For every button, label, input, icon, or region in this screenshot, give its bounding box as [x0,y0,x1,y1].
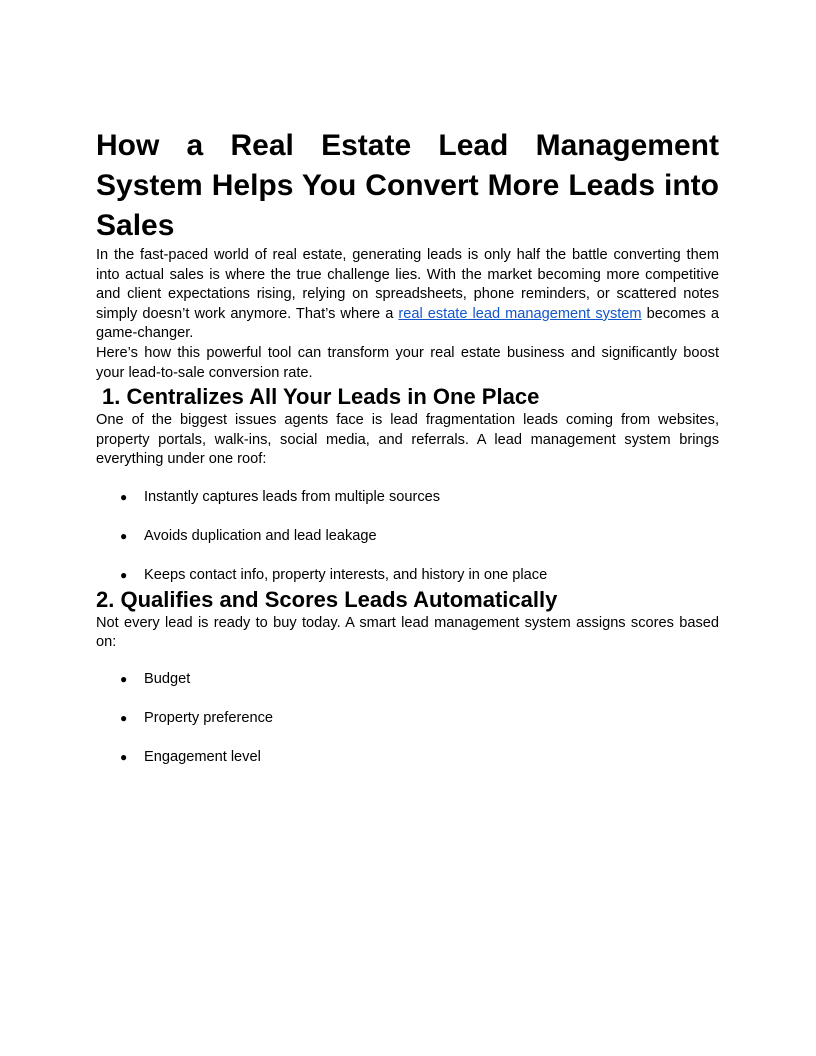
list-item [96,670,719,690]
bullet-icon: ● [120,528,128,543]
intro-text-before-link: In the fast-paced world of real estate, generating leads is only half the battle converting them into actual sales is where the true challenge lies. With the market becoming more competitive and client expectations rising, relying on spreadsheets, phone reminders, or scattered notes simply doesn’t work anymore. That’s where a [96,247,719,322]
list-item [96,488,719,508]
lead-management-system-link[interactable]: real estate lead management system [398,305,642,322]
list-item-text: Avoids duplication and lead leakage [144,527,377,544]
list-item [96,748,719,768]
list-item-text: Budget [144,670,191,687]
section-2-heading: 2. Qualifies and Scores Leads Automatically [96,586,558,612]
list-item [96,566,719,586]
intro-paragraph [96,246,719,344]
bullet-icon: ● [120,710,128,725]
section-1-bullet-list [96,488,719,586]
list-item [96,709,719,729]
list-item-text: Property preference [144,709,273,726]
list-item-text: Engagement level [144,748,261,765]
section-2-bullet-list [96,670,719,768]
bullet-icon: ● [120,671,128,686]
page-title: How a Real Estate Lead Management System Helps You Convert More Leads into Sales [96,129,719,242]
list-item [96,527,719,547]
section-1-heading: 1. Centralizes All Your Leads in One Place [102,384,540,410]
bullet-icon: ● [120,749,128,764]
intro-paragraph-2: Here’s how this powerful tool can transform your real estate business and significantly boost your lead-to-sale conversion rate. [96,344,719,381]
document-page [96,126,719,767]
bullet-icon: ● [120,489,128,504]
list-item-text: Instantly captures leads from multiple sources [144,488,441,505]
section-2-body: Not every lead is ready to buy today. A smart lead management system assigns scores based on: [96,614,719,651]
list-item-text: Keeps contact info, property interests, and history in one place [144,566,548,583]
intro-text-after-link: becomes a game-changer. [96,305,719,342]
section-1-body: One of the biggest issues agents face is lead fragmentation leads coming from websites, property portals, walk-ins, social media, and referrals. A lead management system brings everything under one roof: [96,412,719,468]
bullet-icon: ● [120,567,128,582]
